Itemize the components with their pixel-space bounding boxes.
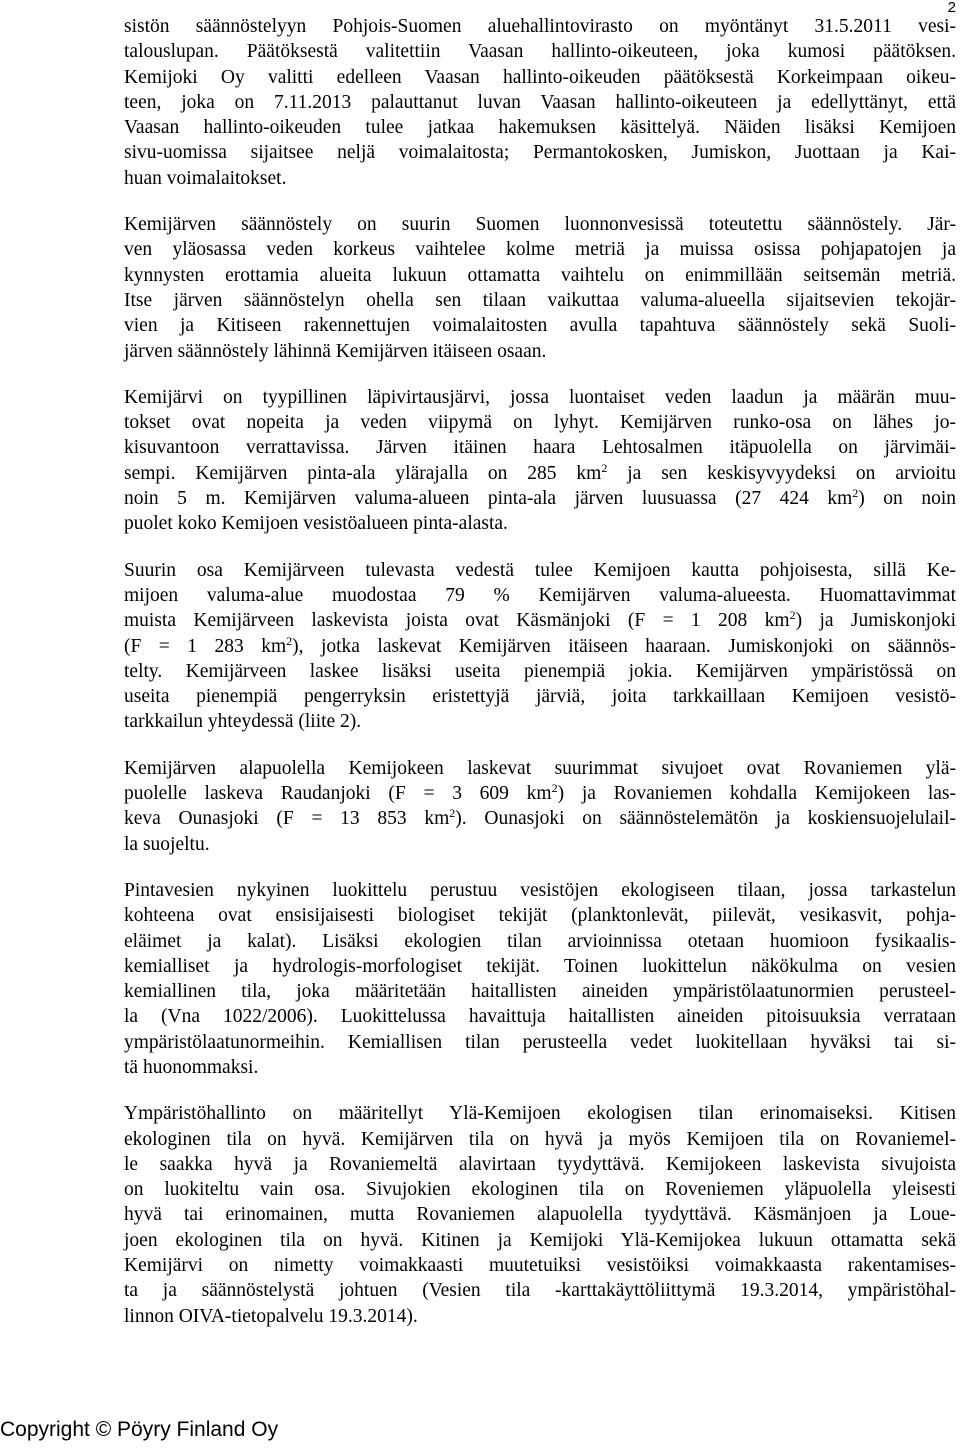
paragraph <box>124 878 956 1080</box>
text-line: joen ekologinen tila on hyvä. Kitinen ja Kemijoki Ylä-Kemijokea lukuun ottamatta sekä <box>124 1229 956 1251</box>
text-line: tarkkailun yhteydessä (liite 2). <box>124 711 362 733</box>
text-line: Kemijärvi on nimetty voimakkaasti muutetuiksi vesistöiksi voimakkaasta rakentamises- <box>124 1255 956 1277</box>
text-line: la (Vna 1022/2006). Luokittelussa havaittuja haitallisten aineiden pitoisuuksia verrataan <box>124 1006 956 1028</box>
text-line: keva Ounasjoki (F = 13 853 $km^2$). Ounasjoki on säännöstelemätön ja koskiensuojelulail- <box>124 806 956 830</box>
text-line: hyvä tai erinomainen, mutta Rovaniemen alapuolella tyydyttävä. Käsmänjoen ja Loue- <box>124 1204 956 1226</box>
paragraph <box>124 558 956 735</box>
text-line: kynnysten erottamia alueita lukuun ottamatta vaihtelu on enimmillään seitsemän metriä. <box>124 264 956 286</box>
text-line: talouslupan. Päätöksestä valitettiin Vaasan hallinto-oikeuteen, joka kumosi päätöksen. <box>124 41 956 63</box>
text-line: puolelle laskeva Raudanjoki (F = 3 609 $km^2$) ja Rovaniemen kohdalla Kemijokeen las- <box>124 781 956 805</box>
text-line: le saakka hyvä ja Rovaniemeltä alavirtaan tyydyttävä. Kemijokeen laskevista sivujoista <box>124 1153 956 1175</box>
paragraph <box>124 756 956 857</box>
text-line: kisuvantoon verrattavissa. Järven itäinen haara Lehtosalmen itäpuolella on järvimäi- <box>124 437 956 459</box>
text-line: puolet koko Kemijoen vesistöalueen pinta-alasta. <box>124 513 508 535</box>
document-body <box>124 14 956 1350</box>
page-number: 2 <box>947 0 956 16</box>
text-line: teen, joka on 7.11.2013 palauttanut luvan Vaasan hallinto-oikeuteen ja edellyttänyt, että <box>124 91 956 113</box>
text-line: sempi. Kemijärven pinta-ala ylärajalla on 285 $km^2$ ja sen keskisyvyydeksi on arvioitu <box>124 460 956 484</box>
text-line: kemialliset ja hydrologis-morfologiset tekijät. Toinen luokittelun näkökulma on vesien <box>124 955 956 977</box>
text-line: la suojeltu. <box>124 833 210 855</box>
text-line: ven yläosassa veden korkeus vaihtelee kolme metriä ja muissa osissa pohjapatojen ja <box>124 239 956 261</box>
text-line: ekologinen tila on hyvä. Kemijärven tila on hyvä ja myös Kemijoen tila on Rovaniemel- <box>124 1128 956 1150</box>
text-line: sivu-uomissa sijaitsee neljä voimalaitosta; Permantokosken, Jumiskon, Juottaan ja Kai- <box>124 142 956 164</box>
text-line: Kemijärven säännöstely on suurin Suomen luonnonvesissä toteutettu säännöstely. Jär- <box>124 214 956 236</box>
paragraph <box>124 385 956 537</box>
text-line: Kemijärvi on tyypillinen läpivirtausjärvi, jossa luontaiset veden laadun ja määrän muu- <box>124 386 956 408</box>
text-line: linnon OIVA-tietopalvelu 19.3.2014). <box>124 1305 418 1327</box>
text-line: Vaasan hallinto-oikeuden tulee jatkaa hakemuksen käsittelyä. Näiden lisäksi Kemijoen <box>124 117 956 139</box>
text-line: noin 5 m. Kemijärven valuma-alueen pinta-ala järven luusuassa (27 424 $km^2$) on noin <box>124 486 956 510</box>
text-line: sistön säännöstelyyn Pohjois-Suomen aluehallintovirasto on myöntänyt 31.5.2011 vesi- <box>124 16 956 37</box>
text-line: tokset ovat nopeita ja veden viipymä on lyhyt. Kemijärven runko-osa on lähes jo- <box>124 412 956 434</box>
text-line: kemiallinen tila, joka määritetään haitallisten aineiden ympäristölaatunormien perusteel- <box>124 981 956 1003</box>
paragraph <box>124 14 956 191</box>
text-line: mijoen valuma-alue muodostaa 79 % Kemijärven valuma-alueesta. Huomattavimmat <box>124 584 956 606</box>
text-line: ta ja säännöstelystä johtuen (Vesien tila -karttakäyttöliittymä 19.3.2014, ympäristöhal- <box>124 1280 956 1302</box>
text-line: Ympäristöhallinto on määritellyt Ylä-Kemijoen ekologisen tilan erinomaiseksi. Kitisen <box>124 1103 956 1125</box>
text-line: Itse järven säännöstelyn ohella sen tilaan vaikuttaa valuma-alueella sijaitsevien tekojär- <box>124 289 956 311</box>
text-line: on luokiteltu vain osa. Sivujokien ekologinen tila on Roveniemen yläpuolella yleisesti <box>124 1179 956 1201</box>
paragraph <box>124 1101 956 1329</box>
text-line: Kemijärven alapuolella Kemijokeen laskevat suurimmat sivujoet ovat Rovaniemen ylä- <box>124 757 956 779</box>
copyright-footer: Copyright © Pöyry Finland Oy <box>0 1418 279 1441</box>
text-line: tä huonommaksi. <box>124 1056 259 1078</box>
text-line: telty. Kemijärveen laskee lisäksi useita pienempiä jokia. Kemijärven ympäristössä on <box>124 660 956 682</box>
text-line: muista Kemijärveen laskevista joista ovat Käsmänjoki (F = 1 208 $km^2$) ja Jumiskonjoki <box>124 608 956 632</box>
text-line: kohteena ovat ensisijaisesti biologiset tekijät (planktonlevät, piilevät, vesikasvit, pohja- <box>124 905 956 927</box>
paragraph <box>124 212 956 364</box>
text-line: järven säännöstely lähinnä Kemijärven itäiseen osaan. <box>124 340 547 362</box>
text-line: Kemijoki Oy valitti edelleen Vaasan hallinto-oikeuden päätöksestä Korkeimpaan oikeu- <box>124 66 956 88</box>
text-line: ympäristölaatunormeihin. Kemiallisen tilan perusteella vedet luokitellaan hyväksi tai si- <box>124 1031 956 1053</box>
text-line: useita pienempiä pengerryksin eristettyjä järviä, joita tarkkaillaan Kemijoen vesistö- <box>124 686 956 708</box>
text-line: vien ja Kitiseen rakennettujen voimalaitosten avulla tapahtuva säännöstely sekä Suoli- <box>124 315 956 337</box>
text-line: (F = 1 283 $km^2$), jotka laskevat Kemijärven itäiseen haaraan. Jumiskonjoki on säännös- <box>124 633 956 657</box>
text-line: eläimet ja kalat). Lisäksi ekologien tilan arvioinnissa otetaan huomioon fysikaalis- <box>124 930 956 952</box>
text-line: huan voimalaitokset. <box>124 167 287 189</box>
text-line: Suurin osa Kemijärveen tulevasta vedestä tulee Kemijoen kautta pohjoisesta, sillä Ke- <box>124 559 956 581</box>
text-line: Pintavesien nykyinen luokittelu perustuu vesistöjen ekologiseen tilaan, jossa tarkastelun <box>124 879 956 901</box>
